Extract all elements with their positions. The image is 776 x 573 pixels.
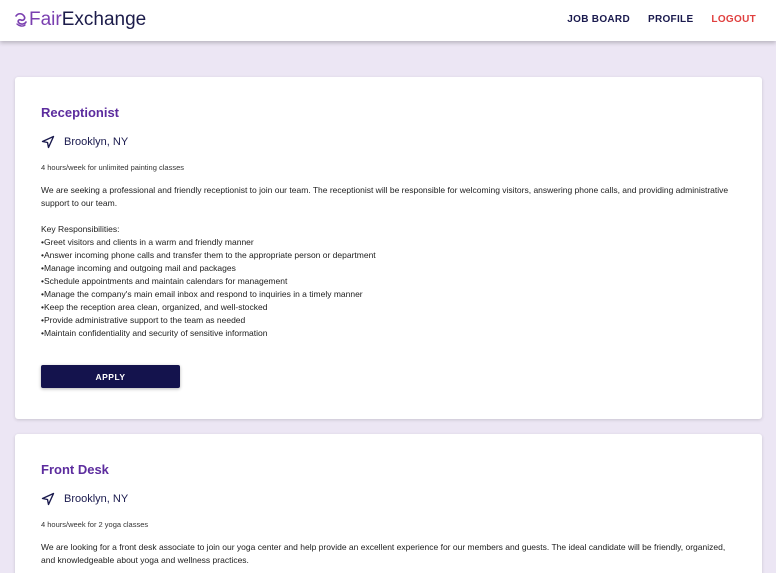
responsibility-item: • Schedule appointments and maintain calendars for management (41, 275, 741, 288)
nav-links (549, 14, 756, 25)
job-hours: 4 hours/week for unlimited painting classes (41, 163, 184, 172)
navigation-arrow-icon (41, 492, 55, 506)
job-description (41, 541, 741, 567)
responsibility-item: • Manage the company's main email inbox and respond to inquiries in a timely manner (41, 288, 741, 301)
job-location-text: Brooklyn, NY (64, 493, 129, 505)
job-list[interactable] (0, 41, 776, 573)
responsibilities-title: Key Responsibilities: (41, 224, 120, 234)
job-title: Front Desk (41, 462, 109, 477)
handshake-logo-icon (14, 12, 28, 28)
nav-profile-link[interactable]: PROFILE (647, 14, 694, 25)
job-hours: 4 hours/week for 2 yoga classes (41, 520, 149, 529)
nav-job-board-link[interactable]: JOB BOARD (567, 14, 630, 25)
job-card (15, 77, 762, 419)
responsibility-item: • Keep the reception area clean, organized, and well-stocked (41, 301, 741, 314)
job-location (41, 492, 128, 506)
responsibility-item: • Manage incoming and outgoing mail and packages (41, 262, 741, 275)
responsibility-item: • Maintain confidentiality and security of sensitive information (41, 327, 741, 340)
navigation-arrow-icon (41, 135, 55, 149)
brand-name-exchange: Exchange (61, 9, 147, 30)
job-location (41, 135, 128, 149)
top-navbar (0, 0, 776, 41)
responsibilities-list (41, 236, 741, 340)
responsibility-item: • Provide administrative support to the team as needed (41, 314, 741, 327)
brand-name-fair: Fair (29, 9, 62, 30)
responsibility-item: • Answer incoming phone calls and transfer them to the appropriate person or department (41, 249, 741, 262)
job-card (15, 434, 762, 573)
brand-logo[interactable] (14, 9, 146, 31)
nav-logout-link[interactable]: LOGOUT (711, 14, 756, 25)
responsibility-item: • Greet visitors and clients in a warm and friendly manner (41, 236, 741, 249)
job-title: Receptionist (41, 105, 120, 120)
job-description-text: We are seeking a professional and friendly receptionist to join our team. The receptionist will be responsible for welcoming visitors, answering phone calls, and providing administrative support to our team. (41, 185, 729, 208)
job-description-text: We are looking for a front desk associate to join our yoga center and help provide an excellent experience for our members and guests. The ideal candidate will be friendly, organized, and knowledgeable about yoga and wellness practices. (41, 542, 726, 565)
job-description (41, 184, 741, 340)
job-location-text: Brooklyn, NY (64, 136, 129, 148)
apply-button[interactable]: APPLY (41, 365, 180, 388)
